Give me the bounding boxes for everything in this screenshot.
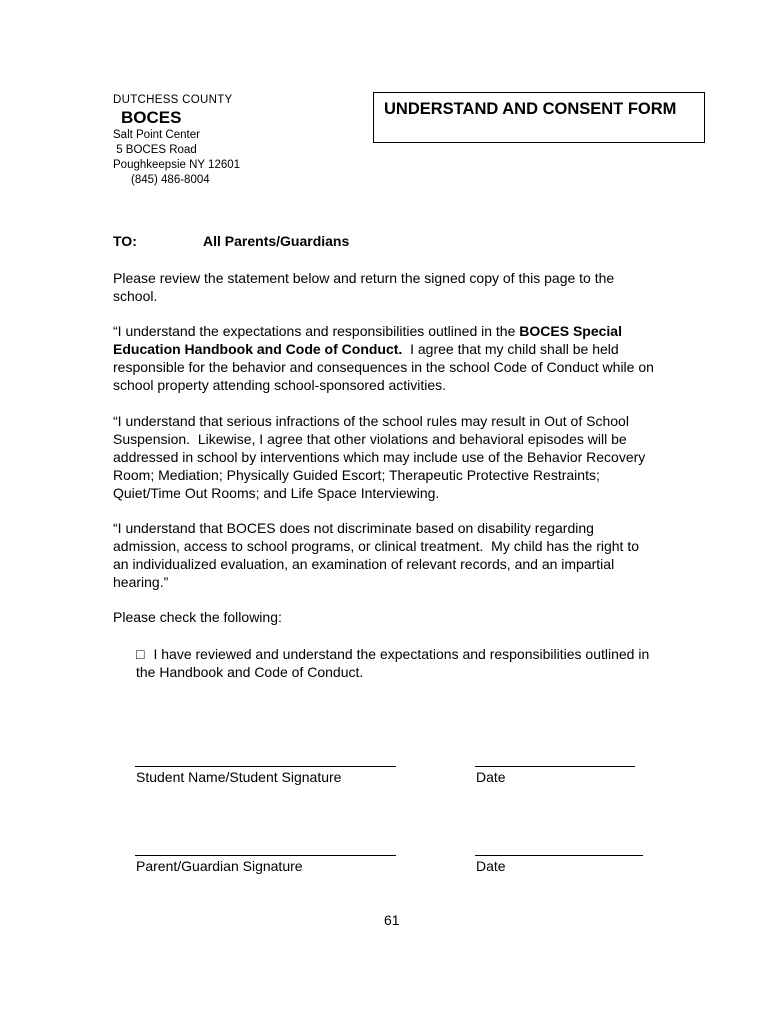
checkbox-label: I have reviewed and understand the expectations and responsibilities outlined in the Handbook and Code of Conduct. [136, 646, 650, 680]
student-signature-label: Student Name/Student Signature [136, 769, 342, 785]
to-recipient: All Parents/Guardians [203, 233, 350, 249]
to-label: TO: [113, 233, 137, 249]
form-title-box [373, 92, 705, 143]
statement-nondiscrimination: “I understand that BOCES does not discriminate based on disability regarding admission, access to school programs, or clinical treatment. My child has the right to an individualized evaluation, an examination of relevant records, and an impartial hearing.” [113, 520, 643, 590]
student-date-label: Date [476, 769, 506, 785]
page-number: 61 [384, 912, 400, 928]
address-line-1: Salt Point Center [113, 129, 200, 141]
address-line-2: 5 BOCES Road [113, 144, 197, 156]
parent-signature-line[interactable] [135, 855, 396, 856]
address-line-3: Poughkeepsie NY 12601 [113, 159, 241, 171]
instructions-text: Please review the statement below and return the signed copy of this page to the school. [113, 270, 615, 304]
student-date-line[interactable] [475, 766, 635, 767]
statement-handbook-lead: “I understand the expectations and responsibilities outlined in the [113, 323, 520, 339]
checkbox-item[interactable] [136, 645, 656, 681]
check-prompt: Please check the following: [113, 609, 282, 625]
statement-handbook-rest: I agree that my child shall be held responsible for the behavior and consequences in the school Code of Conduct while on school property attending school-sponsored activities. [113, 341, 658, 393]
org-name: BOCES [121, 108, 182, 127]
phone-number: (845) 486-8004 [131, 174, 210, 186]
statement-handbook-title: BOCES Special Education Handbook and Code of Conduct. [113, 323, 622, 357]
county-name: DUTCHESS COUNTY [113, 94, 233, 106]
parent-date-line[interactable] [475, 855, 643, 856]
parent-signature-label: Parent/Guardian Signature [136, 858, 303, 874]
statement-handbook [113, 322, 658, 394]
checkbox-icon[interactable]: □ [136, 646, 145, 662]
form-title: UNDERSTAND AND CONSENT FORM [384, 100, 677, 118]
statement-suspension: “I understand that serious infractions of the school rules may result in Out of School Suspension. Likewise, I agree that other violations and behavioral episodes will be addressed in school by interventions which may include use of the Behavior Recovery Room; Mediation; Physically Guided Escort; Therapeutic Protective Restraints; Quiet/Time Out Rooms; and Life Space Interviewing. [113, 413, 650, 501]
parent-date-label: Date [476, 858, 506, 874]
student-signature-line[interactable] [135, 766, 396, 767]
